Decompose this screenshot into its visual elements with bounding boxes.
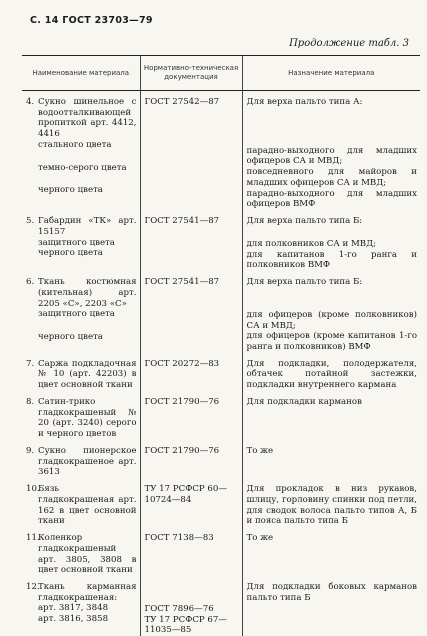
row-number: 6.	[26, 277, 35, 288]
documentation-cell: ГОСТ 21790—76	[140, 397, 242, 440]
page-header-standard: С. 14 ГОСТ 23703—79	[30, 15, 153, 26]
purpose-cell	[242, 97, 420, 210]
documentation-cell: ГОСТ 27541—87	[140, 216, 242, 271]
material-variant: темно-серого цвета	[38, 162, 127, 173]
row-number: 11.	[26, 533, 40, 544]
row-number: 10.	[26, 484, 40, 495]
table-continuation-label: Продолжение табл. 3	[289, 38, 409, 49]
material-name: Сукно шинельное с водоотталкивающей пропиткой арт. 4412, 4416	[38, 97, 137, 140]
material-name: Саржа подкладочная № 10 (арт. 42203) в цвет основной ткани	[38, 358, 137, 391]
table-header-row	[22, 56, 420, 91]
table-row	[22, 216, 420, 271]
row-number: 7.	[26, 358, 35, 369]
documentation-cell: ГОСТ 27541—87	[140, 277, 242, 353]
row-number: 4.	[26, 97, 35, 107]
purpose-cell: То же	[242, 533, 420, 576]
purpose-cell: Для подкладки, полодержателя, обтачек потайной застежки, подкладки внутреннего кармана	[242, 359, 420, 391]
material-cell	[22, 359, 140, 391]
material-variant: защитного цвета	[38, 237, 115, 248]
documentation-cell: ГОСТ 7138—83	[140, 533, 242, 576]
material-name: Сукно пионерское гладкокрашеное арт. 3613	[38, 445, 137, 478]
table-row	[22, 97, 420, 210]
purpose-cell	[242, 277, 420, 353]
row-number: 12.	[26, 581, 40, 592]
purpose-variant: парадно-выходного для младших офицеров ВМФ	[246, 188, 417, 210]
material-variant: черного цвета	[38, 332, 103, 343]
column-header-material: Наименование материала	[22, 56, 140, 91]
purpose-variant: для полковников СА и МВД;	[246, 238, 376, 249]
purpose-variant: парадно-выходного для младших офицеров СА и МВД;	[246, 145, 417, 167]
table-row	[22, 277, 420, 353]
material-variant: арт. 3816, 3858	[38, 614, 109, 625]
material-cell	[22, 582, 140, 636]
purpose-variant: для офицеров (кроме полковников) СА и МВД;	[246, 309, 417, 331]
material-variant: защитного цвета	[38, 309, 115, 320]
table-row	[22, 446, 420, 478]
table-row	[22, 484, 420, 527]
documentation-variant: ТУ 17 РСФСР 67—11035—85	[144, 614, 227, 636]
purpose-variant: повседневного для майоров и младших офицеров СА и МВД;	[246, 167, 417, 188]
purpose-cell: Для прокладок в низ рукавов, шлицу, горловину спинки под петли, для сводок волоса пальто типов А, Б и пояса пальто типа Б	[242, 484, 420, 527]
material-name: Габардин «ТК» арт. 15157	[38, 216, 137, 237]
material-name: Ткань карманная гладкокрашеная:	[38, 581, 137, 603]
column-header-documentation: Нормативно-техническая документация	[140, 56, 242, 91]
material-name: Ткань костюмная (кительная) арт. 2205 «С», 2203 «С»	[38, 277, 137, 309]
purpose-cell	[242, 216, 420, 271]
material-variant: арт. 3817, 3848	[38, 603, 109, 614]
table-row	[22, 533, 420, 576]
purpose-cell: Для подкладки карманов	[242, 397, 420, 440]
purpose-variant: для капитанов 1-го ранга и полковников ВМФ	[246, 249, 417, 271]
material-cell	[22, 97, 140, 210]
material-name: Бязь гладкокрашеная арт. 162 в цвет основной ткани	[38, 484, 137, 527]
material-name: Сатин-трико гладкокрашеный № 20 (арт. 3240) серого и черного цветов	[38, 396, 137, 440]
material-cell	[22, 216, 140, 271]
column-header-purpose: Назначение материала	[242, 56, 420, 91]
row-number: 9.	[26, 445, 35, 456]
documentation-cell: ГОСТ 27542—87	[140, 97, 242, 210]
documentation-cell: ГОСТ 20272—83	[140, 359, 242, 391]
row-number: 5.	[26, 216, 35, 227]
purpose-text: Для верха пальто типа Б:	[246, 216, 363, 227]
material-cell	[22, 277, 140, 353]
material-cell	[22, 484, 140, 527]
table-row	[22, 582, 420, 636]
material-cell	[22, 397, 140, 440]
row-number: 8.	[26, 396, 35, 407]
material-cell	[22, 533, 140, 576]
table-row	[22, 359, 420, 391]
purpose-variant: для офицеров (кроме капитанов 1-го ранга и полковников) ВМФ	[246, 331, 417, 353]
material-variant: стального цвета	[38, 139, 112, 150]
materials-table	[22, 55, 420, 636]
documentation-cell: ТУ 17 РСФСР 60—10724—84	[140, 484, 242, 527]
purpose-cell: То же	[242, 446, 420, 478]
purpose-text: Для верха пальто типа А:	[246, 97, 363, 107]
table-row	[22, 397, 420, 440]
documentation-variant: ГОСТ 7896—76	[144, 603, 214, 614]
documentation-cell	[140, 582, 242, 636]
documentation-cell: ГОСТ 21790—76	[140, 446, 242, 478]
purpose-cell: Для подкладки боковых карманов пальто типа Б	[242, 582, 420, 636]
material-variant: черного цвета	[38, 248, 103, 259]
purpose-text: Для верха пальто типа Б:	[246, 277, 363, 288]
material-variant: черного цвета	[38, 185, 103, 196]
material-cell	[22, 446, 140, 478]
material-name: Коленкор гладкокрашеный арт. 3805, 3808 в цвет основной ткани	[38, 533, 137, 576]
